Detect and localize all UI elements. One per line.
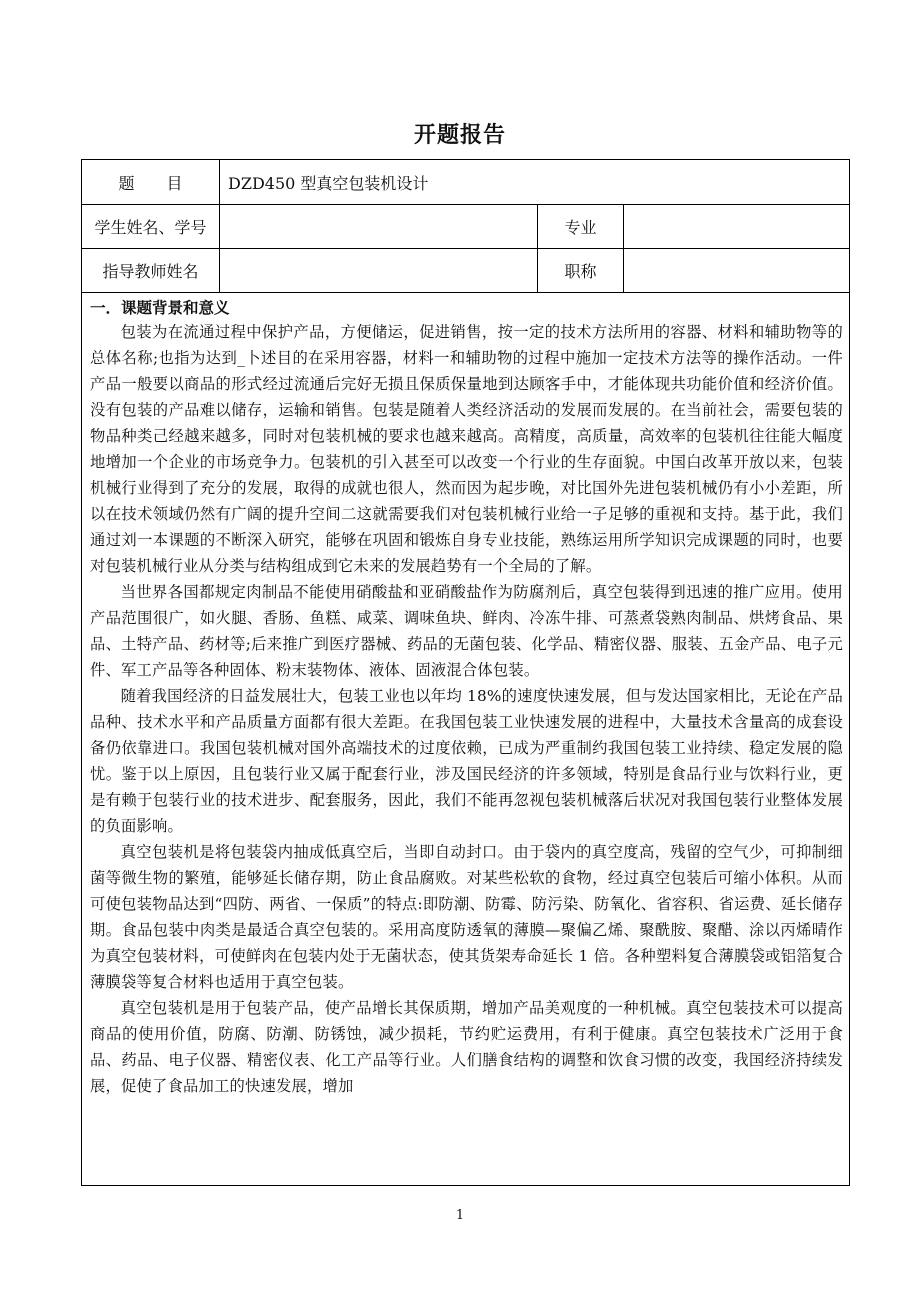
topic-row bbox=[82, 160, 850, 205]
professional-title-label: 职称 bbox=[538, 249, 624, 293]
page-number: 1 bbox=[455, 1208, 465, 1223]
student-name-id-value bbox=[220, 205, 538, 249]
document-title: 开题报告 bbox=[413, 123, 506, 148]
proposal-form-table bbox=[81, 159, 850, 1186]
student-row bbox=[82, 205, 850, 249]
body-paragraph: 包装为在流通过程中保护产品，方便储运，促进销售，按一定的技术方法所用的容器、材料和辅助物等的总体名称;也指为达到_卜述目的在采用容器，材料一和辅助物的过程中施加一定技术方法等的操作活动。一件产品一般要以商品的形式经过流通后完好无损且保质保量地到达顾客手中，才能体现共功能价值和经济价值。没有包装的产品难以储存，运输和销售。包装是随着人类经济活动的发展而发展的。在当前社会，需要包装的物品种类己经越来越多，同时对包装机械的要求也越来越高。高精度，高质量，高效率的包装机往往能大幅度地增加一个企业的市场竞争力。包装机的引入甚至可以改变一个行业的生存面貌。中国白改革开放以来，包装机械行业得到了充分的发展，取得的成就也很人，然而因为起步晚，对比国外先进包装机械仍有小小差距，所以在技术领域仍然有广阔的提升空间二这就需要我们对包装机械行业给一子足够的重视和支持。基于此，我们通过刘一本课题的不断深入研究，能够在巩固和锻炼自身专业技能，熟练运用所学知识完成课题的同时，也要对包装机械行业从分类与结构组成到它未来的发展趋势有一个全局的了解。 bbox=[90, 323, 844, 575]
advisor-name-value bbox=[220, 249, 538, 293]
section-heading: 一．课题背景和意义 bbox=[90, 299, 230, 317]
professional-title-value bbox=[624, 249, 850, 293]
major-value bbox=[624, 205, 850, 249]
content-row bbox=[82, 293, 850, 1186]
topic-label: 题 目 bbox=[82, 160, 220, 205]
major-label: 专业 bbox=[538, 205, 624, 249]
body-paragraph: 随着我国经济的日益发展壮大，包装工业也以年均 18%的速度快速发展，但与发达国家相比，无论在产品品种、技术水平和产品质量方面都有很大差距。在我国包装工业快速发展的进程中，大量技术含量高的成套设备仍依靠进口。我国包装机械对国外高端技术的过度依赖，已成为严重制约我国包装工业持续、稳定发展的隐忧。鉴于以上原因，且包装行业又属于配套行业，涉及国民经济的许多领域，特别是食品行业与饮料行业，更是有赖于包装行业的技术进步、配套服务，因此，我们不能再忽视包装机械落后状况对我国包装行业整体发展的负面影响。 bbox=[90, 687, 844, 835]
body-paragraph: 真空包装机是用于包装产品，使产品增长其保质期，增加产品美观度的一种机械。真空包装技术可以提高商品的使用价值，防腐、防潮、防锈蚀，减少损耗，节约贮运费用，有利于健康。真空包装技术广泛用于食品、药品、电子仪器、精密仪表、化工产品等行业。人们膳食结构的调整和饮食习惯的改变，我国经济持续发展，促使了食品加工的快速发展，增加 bbox=[90, 999, 844, 1095]
body-paragraph: 真空包装机是将包装袋内抽成低真空后，当即自动封口。由于袋内的真空度高，残留的空气少，可抑制细菌等微生物的繁殖，能够延长储存期，防止食品腐败。对某些松软的食物，经过真空包装后可缩小体积。从而可使包装物品达到“四防、两省、一保质”的特点:即防潮、防霉、防污染、防氧化、省容积、省运费、延长储存期。食品包装中肉类是最适合真空包装的。采用高度防透氧的薄膜—聚偏乙烯、聚酰胺、聚醋、涂以丙烯晴作为真空包装材料，可使鲜肉在包装内处于无菌状态，使其货架寿命延长 1 倍。各种塑料复合薄膜袋或铝箔复合薄膜袋等复合材料也适用于真空包装。 bbox=[90, 843, 844, 991]
content-cell bbox=[82, 293, 850, 1186]
advisor-name-label: 指导教师姓名 bbox=[82, 249, 220, 293]
body-paragraph: 当世界各国都规定肉制品不能使用硝酸盐和亚硝酸盐作为防腐剂后，真空包装得到迅速的推广应用。使用产品范围很广，如火腿、香肠、鱼糕、咸菜、调味鱼块、鲜肉、冷冻牛排、可蒸煮袋熟肉制品、烘烤食品、果品、土特产品、药材等;后来推广到医疗器械、药品的无菌包装、化学品、精密仪器、服装、五金产品、电子元件、军工产品等各种固体、粉末装物体、液体、固液混合体包装。 bbox=[90, 583, 844, 679]
student-name-id-label: 学生姓名、学号 bbox=[82, 205, 220, 249]
advisor-row bbox=[82, 249, 850, 293]
topic-value: DZD450 型真空包装机设计 bbox=[220, 160, 850, 205]
